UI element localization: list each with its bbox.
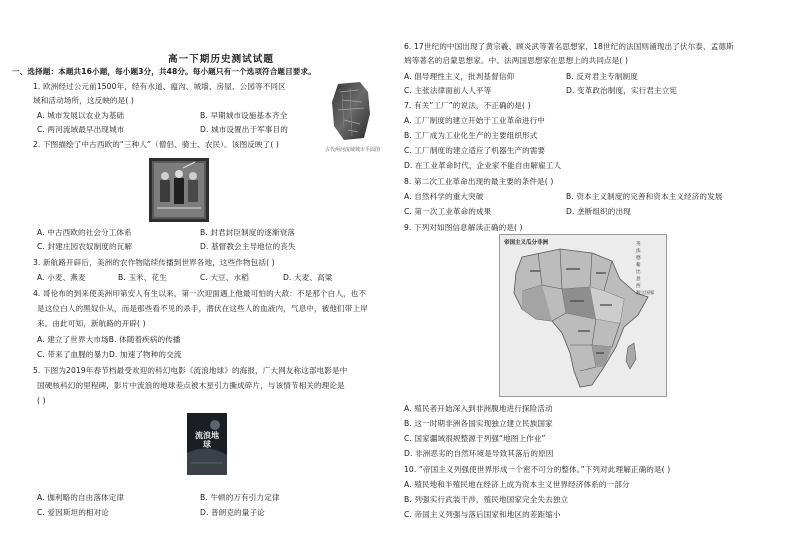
q2-option-a: A. 中古西欧的社会分工体系 bbox=[37, 228, 132, 237]
q2-three-estates-image bbox=[149, 158, 209, 222]
q4-option-cd: C. 带来了血腥的暴力D. 加速了物种的交流 bbox=[37, 350, 182, 359]
q6-option-d: D. 变革政治制度，实行君主立宪 bbox=[566, 86, 677, 95]
q8-option-d: D. 垄断组织的出现 bbox=[566, 207, 631, 216]
q1-option-a: A. 城市发展以农业为基础 bbox=[37, 111, 125, 120]
q2-option-b: B. 封君封臣制度的逐渐衰落 bbox=[200, 228, 295, 237]
legend-item: 意 bbox=[636, 277, 641, 282]
legend-item: 法 bbox=[636, 249, 641, 254]
legend-item: 英 bbox=[636, 242, 641, 247]
section-header: 一、选择题：本题共16小题，每小题3分，共48分。每小题只有一个选项符合题目要求。 bbox=[12, 67, 316, 76]
q9-option-a: A. 殖民者开始深入到非洲腹地进行探险活动 bbox=[404, 404, 553, 413]
q5-stem-line2: 国硬核科幻的里程碑，影片中流浪的地球差点被木星引力撕成碎片，与该情节相关的理论是 bbox=[37, 381, 345, 390]
q3-stem: 3. 新航路开辟后，美洲的农作物陆续传播到世界各地，这些作物包括( ) bbox=[33, 258, 275, 267]
q3-option-a: A. 小麦、燕麦 bbox=[37, 273, 86, 282]
q9-map-title: 帝国主义瓜分非洲 bbox=[504, 240, 549, 246]
q1-image-caption: 古代两河流域城市平面图 bbox=[325, 147, 381, 153]
q5-stem-line3: ( ) bbox=[37, 396, 46, 405]
q10-stem: 10. “帝国主义列强使世界形成一个密不可分的整体。”下列对此理解正确的是( ) bbox=[404, 465, 671, 474]
q5-poster-title: 流浪地球 bbox=[195, 431, 219, 449]
q6-option-a: A. 倡导理性主义，批判基督信仰 bbox=[404, 72, 515, 81]
q2-option-d: D. 基督教会主导地位的丧失 bbox=[200, 242, 296, 251]
q7-option-a: A. 工厂制度的建立开始于工业革命进行中 bbox=[404, 116, 545, 125]
q10-option-a: A. 殖民地和半殖民地在经济上成为资本主义世界经济体系的一部分 bbox=[404, 480, 630, 489]
q8-stem: 8. 第二次工业革命出现的最主要的条件是( ) bbox=[404, 177, 554, 186]
q9-option-b: B. 这一时期非洲各国实现独立建立民族国家 bbox=[404, 419, 553, 428]
legend-item: 比 bbox=[636, 270, 641, 275]
legend-item: 独立国家 bbox=[636, 291, 655, 296]
q7-option-d: D. 在工业革命时代，企业家不能自由解雇工人 bbox=[404, 161, 562, 170]
q8-option-a: A. 自然科学的重大突破 bbox=[404, 192, 484, 201]
q9-map-legend bbox=[636, 241, 664, 297]
q6-stem-line1: 6. 17世纪的中国出现了黄宗羲、顾炎武等著名思想家，18世纪的法国则涌现出了伏尔泰、孟德斯 bbox=[404, 42, 734, 51]
q7-option-c: C. 工厂制度的建立适应了机器生产的需要 bbox=[404, 146, 546, 155]
q5-option-a: A. 伽利略的自由落体定律 bbox=[37, 493, 125, 502]
q1-option-c: C. 两河流域最早出现城市 bbox=[37, 125, 125, 134]
q1-stem-line2: 域和活动场所，这反映的是( ) bbox=[33, 96, 134, 105]
q4-stem-line1: 4. 哥伦布的到来使美洲印第安人有生以来，第一次迎面遇上他最可怕的大敌：不是那个白人，也不 bbox=[33, 289, 367, 298]
q9-africa-partition-map bbox=[499, 234, 667, 397]
q6-stem-line2: 鸠等著名的启蒙思想家。中、法两国思想家在思想上的共同点是( ) bbox=[404, 56, 629, 65]
legend-item: 葡 bbox=[636, 263, 641, 268]
q5-option-c: C. 爱因斯坦的相对论 bbox=[37, 508, 109, 517]
q3-option-d: D. 大麦、高粱 bbox=[283, 273, 333, 282]
q1-stem-line1: 1. 欧洲经过公元前1500年，经有水道、瘟沟、城墙、房屋、公园等不同区 bbox=[33, 82, 286, 91]
q5-stem-line1: 5. 下图为2019年春节档最受欢迎的科幻电影《流浪地球》的海报，广大网友称这部电影是中 bbox=[33, 366, 348, 375]
q5-option-d: D. 普朗克的量子论 bbox=[200, 508, 265, 517]
q10-option-b: B. 列强实行武装干涉，殖民地国家完全失去独立 bbox=[404, 495, 569, 504]
q1-option-b: B. 早期城市设施基本齐全 bbox=[200, 111, 288, 120]
q6-option-b: B. 反对君主专制制度 bbox=[566, 72, 638, 81]
exam-title: 高一下期历史测试试题 bbox=[168, 54, 274, 65]
q8-option-c: C. 第一次工业革命的成果 bbox=[404, 207, 492, 216]
legend-item: 西 bbox=[636, 284, 641, 289]
q7-option-b: B. 工厂成为工业化生产的主要组织形式 bbox=[404, 131, 538, 140]
q4-stem-line3: 来。由此可知，新航路的开辟( ) bbox=[37, 319, 146, 328]
q6-option-c: C. 主张法律面前人人平等 bbox=[404, 86, 492, 95]
q7-stem: 7. 有关“工厂”的说法，不正确的是( ) bbox=[404, 101, 531, 110]
q9-option-d: D. 非洲恶劣的自然环境是导致其落后的原因 bbox=[404, 449, 554, 458]
legend-item: 德 bbox=[636, 256, 641, 261]
q5-movie-poster bbox=[187, 413, 227, 475]
q2-stem: 2. 下图描绘了中古西欧的“三种人”（僧侣、骑士、农民）。该图反映了( ) bbox=[33, 140, 279, 149]
q9-stem: 9. 下列对如图信息解读正确的是( ) bbox=[404, 223, 523, 232]
q1-city-relic-image bbox=[330, 80, 372, 142]
q1-option-d: D. 城市设置出于军事目的 bbox=[200, 125, 288, 134]
q4-stem-line2: 是这位白人的黑奴仆从，而是那些看不见的杀手，潜伏在这些人的血液内，气息中，被他们带上岸 bbox=[37, 304, 368, 313]
q2-option-c: C. 封建庄园农奴制度的瓦解 bbox=[37, 242, 133, 251]
q8-option-b: B. 资本主义制度的完善和资本主义经济的发展 bbox=[566, 192, 723, 201]
q9-option-c: C. 国家疆域很规整源于列强“地图上作业” bbox=[404, 434, 546, 443]
q4-option-ab: A. 建立了世界大市场B. 体随着疾病的传播 bbox=[37, 335, 181, 344]
q3-option-b: B. 玉米、花生 bbox=[118, 273, 167, 282]
q3-option-c: C. 大豆、水稻 bbox=[200, 273, 249, 282]
q10-option-c: C. 帝国主义列强与落后国家和地区的差距缩小 bbox=[404, 510, 561, 519]
q5-option-b: B. 牛顿的万有引力定律 bbox=[200, 493, 280, 502]
